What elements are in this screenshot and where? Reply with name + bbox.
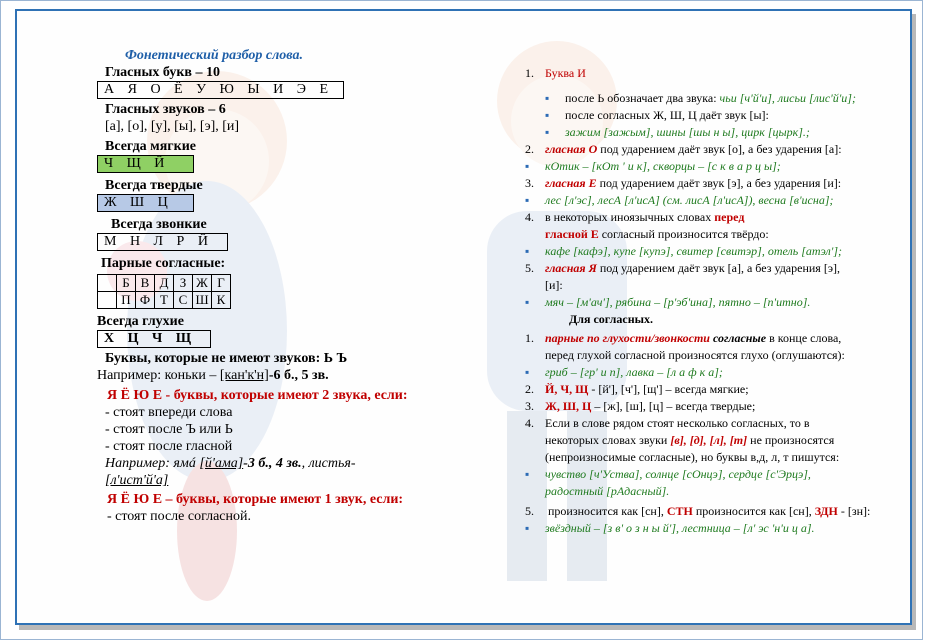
example-text: кОтик – [кОт ' и к], скворцы – [с к в а р ц ы]; (545, 159, 781, 173)
table-cell: К (212, 292, 231, 309)
bullet: ▪ (525, 295, 530, 309)
rule-line (525, 260, 899, 277)
example-text: радостный [рАдасный]. (545, 484, 670, 498)
example-konki (97, 367, 427, 384)
bullet: ▪ (525, 365, 530, 379)
example-counts: -3 б., 4 зв. (243, 456, 302, 471)
rule-text: в конце слова, (766, 331, 842, 345)
example-text: гриб – [гр' и п], лавка – [л а ф к а]; (545, 365, 723, 379)
one-sound-heading: Я Ё Ю Е – буквы, которые имеют 1 звук, если: (107, 492, 404, 507)
list-number: 5. (525, 504, 534, 518)
bullet: ▪ (525, 159, 530, 173)
rule-highlight: Й, Ч, Щ (545, 382, 589, 396)
table-cell: С (174, 292, 193, 309)
vowel-letters-box: А Я О Ё У Ю Ы И Э Е (97, 81, 344, 99)
rule-line (525, 415, 899, 432)
rule-highlight: [в], [д], [л], [т] (670, 433, 748, 447)
table-cell: Г (212, 275, 231, 292)
example-word: , листья- (301, 456, 356, 471)
table-cell: Д (155, 275, 174, 292)
always-hard-heading: Всегда твердые (105, 178, 203, 193)
condition-item: - стоят после согласной. (107, 509, 251, 524)
rule-highlight: парные по глухости/звонкости (545, 331, 710, 345)
list-number: 1. (525, 331, 534, 345)
rule-highlight: гласная О (545, 142, 598, 156)
table-cell: Т (155, 292, 174, 309)
transcription: [й'ама] (199, 456, 244, 471)
vowel-sounds-heading: Гласных звуков – 6 (105, 102, 226, 117)
rule-line (525, 141, 899, 158)
always-soft-heading: Всегда мягкие (105, 139, 196, 154)
rule-highlight: Ж, Ш, Ц (545, 399, 592, 413)
rule-text: под ударением даёт звук [э], а без ударения [и]: (596, 176, 842, 190)
example-text: чьи [ч'й'и], лисьи [лис'й'и]; (719, 91, 856, 105)
rule-line (525, 330, 899, 347)
paired-heading: Парные согласные: (101, 256, 226, 271)
paired-voiceless-row (98, 292, 231, 309)
rule-line (525, 432, 899, 449)
page-title: Фонетический разбор слова. (125, 48, 303, 63)
rule-text: – [ж], [ш], [ц] – всегда твердые; (591, 399, 756, 413)
always-voiced-heading: Всегда звонкие (111, 217, 207, 232)
condition-item: - стоят после Ъ или Ь (105, 422, 233, 437)
list-number: 4. (525, 210, 534, 224)
rule-line (525, 520, 899, 537)
list-number: 1. (525, 66, 534, 80)
left-column (97, 47, 427, 525)
table-cell (98, 275, 117, 292)
rule-text: в некоторых иноязычных словах (545, 210, 715, 224)
example-text: зажим [зажым], шины [шы н ы], цирк [цырк].; (565, 125, 810, 139)
rule-text: после Ь обозначает два звука: (565, 91, 720, 105)
rule-text: [и]: (545, 278, 563, 292)
rule-line (525, 294, 899, 311)
rule-text: некоторых словах звуки (545, 433, 671, 447)
consonants-heading: Для согласных. (569, 312, 653, 326)
list-number: 3. (525, 399, 534, 413)
example-text: мяч – [м'ач'], рябина – [р'эб'ина], пятно – [п'итно]. (545, 295, 811, 309)
rule-line (525, 347, 899, 364)
vowel-letters-heading: Гласных букв – 10 (105, 65, 220, 80)
rule-line (525, 466, 899, 483)
rule-text: произносится как [сн], (545, 504, 667, 518)
list-number: 2. (525, 382, 534, 396)
table-cell (98, 292, 117, 309)
bullet: ▪ (545, 108, 550, 122)
bullet: ▪ (525, 521, 530, 535)
page (15, 9, 912, 625)
example-listya-transcription: [л'ист'й'а] (105, 473, 169, 488)
rule-line (525, 124, 899, 141)
rule-highlight: Буква И (545, 66, 586, 80)
rule-text: не произносятся (747, 433, 835, 447)
rule-line (525, 90, 899, 107)
rule-line: 5. произносится как [сн], СТН произносится как [сн], ЗДН - [зн]: (525, 504, 871, 518)
rule-line (525, 398, 899, 415)
table-cell: Ф (136, 292, 155, 309)
paired-consonants-table (97, 274, 231, 309)
rule-highlight: перед (714, 210, 745, 224)
no-sound-letters: Буквы, которые не имеют звуков: Ь Ъ (105, 351, 348, 366)
rule-line (525, 107, 899, 124)
rule-text: под ударением даёт звук [о], а без ударения [а]: (597, 142, 842, 156)
rule-line (525, 277, 899, 294)
rule-highlight: гласной Е (545, 227, 599, 241)
rule-highlight: гласная Я (545, 261, 597, 275)
rule-text: согласный произносится твёрдо: (598, 227, 769, 241)
example-text: чувство [ч'Уства], солнце [сОнцэ], сердце [с'Эрцэ], (545, 467, 811, 481)
example-text: лес [л'эс], лесА [л'исА] (см. лисА [л'исА]), весна [в'исна]; (545, 193, 834, 207)
two-sound-heading: Я Ё Ю Е - буквы, которые имеют 2 звука, если: (107, 388, 408, 403)
rule-emphasis: согласные (709, 331, 767, 345)
condition-item: - стоят впереди слова (105, 405, 233, 420)
rule-text: перед глухой согласной произносятся глухо (оглушаются): (545, 348, 845, 362)
bullet: ▪ (525, 467, 530, 481)
table-cell: В (136, 275, 155, 292)
always-voiced-box: М Н Л Р Й (97, 233, 228, 251)
rule-text: - [й'], [ч'], [щ'] – всегда мягкие; (588, 382, 749, 396)
condition-item: - стоят после гласной (105, 439, 233, 454)
list-number: 4. (525, 416, 534, 430)
rule-line (525, 192, 899, 209)
table-cell: Б (117, 275, 136, 292)
rule-highlight: гласная Е (545, 176, 597, 190)
example-text: кафе [кафэ], купе [купэ], свитер [свитэр], отель [атэл']; (545, 244, 842, 258)
table-cell: Ш (193, 292, 212, 309)
list-number: 2. (525, 142, 534, 156)
rule-line (525, 364, 899, 381)
rule-line (525, 243, 899, 260)
rule-line (525, 175, 899, 192)
example-word: ямá (173, 456, 196, 471)
rule-line (525, 158, 899, 175)
example-prefix: Например: коньки – (97, 368, 220, 383)
bullet: ▪ (545, 91, 550, 105)
bullet: ▪ (545, 125, 550, 139)
rule-text: (непроизносимые согласные), но буквы в,д, л, т пишутся: (545, 450, 840, 464)
rule-line (525, 381, 899, 398)
rule-text: после согласных Ж, Ш, Ц даёт звук [ы]: (565, 108, 769, 122)
always-voiceless-box: Х Ц Ч Щ (97, 330, 211, 348)
rule-line (525, 65, 899, 82)
example-text: звёздный – [з в' о з н ы й'], лестница – [л' эс 'н'и ц а]. (545, 521, 815, 535)
list-number: 3. (525, 176, 534, 190)
example-counts: -6 б., 5 зв. (268, 368, 329, 383)
always-soft-box: Ч Щ Й (97, 155, 194, 173)
rule-line (525, 483, 899, 500)
rule-highlight: СТН (666, 504, 693, 518)
vowel-sounds: [а], [о], [у], [ы], [э], [и] (105, 119, 240, 134)
rule-line (525, 449, 899, 466)
rule-text: Если в слове рядом стоят несколько согласных, то в (545, 416, 810, 430)
rule-line (525, 226, 899, 243)
example-yama (105, 455, 427, 472)
rule-highlight: ЗДН (814, 504, 838, 518)
transcription: [кан'к'н] (219, 368, 269, 383)
rule-text: под ударением даёт звук [а], а без ударения [э], (596, 261, 840, 275)
right-column (525, 65, 899, 537)
always-voiceless-heading: Всегда глухие (97, 314, 184, 329)
bullet: ▪ (525, 244, 530, 258)
always-hard-box: Ж Ш Ц (97, 194, 194, 212)
bullet: ▪ (525, 193, 530, 207)
paired-voiced-row (98, 275, 231, 292)
table-cell: П (117, 292, 136, 309)
example-prefix: Например: (105, 456, 174, 471)
table-cell: З (174, 275, 193, 292)
rule-line (525, 209, 899, 226)
rule-text: - [зн]: (837, 504, 871, 518)
table-cell: Ж (193, 275, 212, 292)
list-number: 5. (525, 261, 534, 275)
